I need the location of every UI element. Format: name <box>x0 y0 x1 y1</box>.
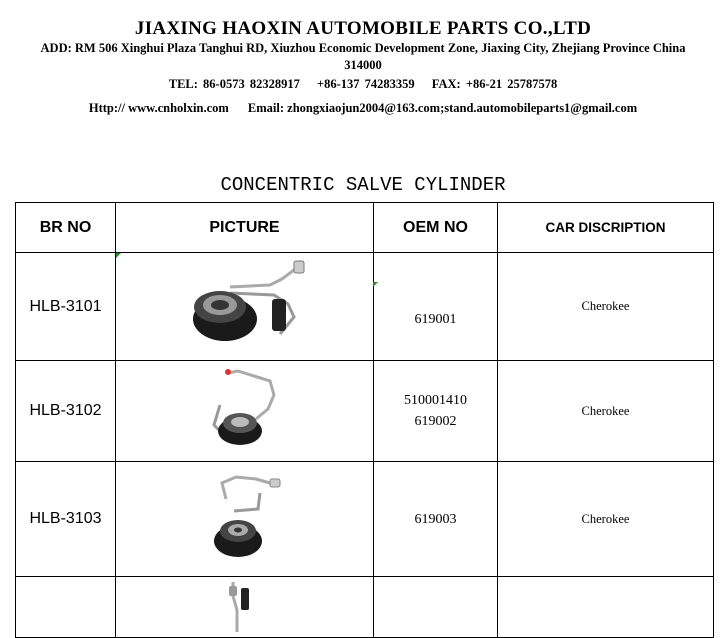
oem-cell <box>374 253 498 361</box>
header-oem-no: OEM NO <box>374 203 498 253</box>
product-table <box>15 202 714 638</box>
company-name: JIAXING HAOXIN AUTOMOBILE PARTS CO.,LTD <box>134 18 592 39</box>
table-row <box>16 462 714 577</box>
car-description-cell: Cherokee <box>498 462 714 577</box>
picture-cell <box>116 361 374 462</box>
picture-cell <box>116 577 374 638</box>
web-line <box>0 101 726 116</box>
mobile-phone: +86-137 74283359 <box>316 77 415 91</box>
table-row <box>16 361 714 462</box>
br-no-cell: HLB-3103 <box>16 462 116 577</box>
fax: FAX: +86-21 25787578 <box>431 77 558 91</box>
picture-cell <box>116 253 374 361</box>
contact-line <box>0 77 726 92</box>
company-address: ADD: RM 506 Xinghui Plaza Tanghui RD, Xiuzhou Economic Development Zone, Jiaxing City, Zhejiang Province China 314000 <box>40 41 686 72</box>
slave-cylinder-icon <box>215 582 275 632</box>
slave-cylinder-icon <box>170 259 320 354</box>
oem-cell <box>374 462 498 577</box>
br-no-cell: HLB-3102 <box>16 361 116 462</box>
slave-cylinder-icon <box>190 365 300 457</box>
catalog-title: CONCENTRIC SALVE CYLINDER <box>220 174 506 196</box>
table-row <box>16 577 714 638</box>
oem-number: 510001410 <box>404 393 467 408</box>
header-br-no: BR NO <box>16 203 116 253</box>
car-description-cell: Cherokee <box>498 361 714 462</box>
cell-marker <box>116 253 121 258</box>
car-description-cell <box>498 577 714 638</box>
oem-cell <box>374 577 498 638</box>
website: Http:// www.cnholxin.com <box>88 101 229 115</box>
table-row <box>16 253 714 361</box>
picture-cell <box>116 462 374 577</box>
telephone: TEL: 86-0573 82328917 <box>168 77 300 91</box>
oem-cell <box>374 361 498 462</box>
car-description-cell: Cherokee <box>498 253 714 361</box>
slave-cylinder-icon <box>190 469 300 569</box>
header-picture: PICTURE <box>116 203 374 253</box>
oem-number: 619001 <box>414 312 457 327</box>
cell-marker <box>373 282 378 287</box>
oem-number: 619002 <box>414 414 457 429</box>
header-car-description: CAR DISCRIPTION <box>498 203 714 253</box>
oem-number: 619003 <box>414 511 457 527</box>
br-no-cell: HLB-3101 <box>16 253 116 361</box>
table-header-row <box>16 203 714 253</box>
br-no-cell <box>16 577 116 638</box>
email: Email: zhongxiaojun2004@163.com;stand.automobileparts1@gmail.com <box>247 101 638 115</box>
